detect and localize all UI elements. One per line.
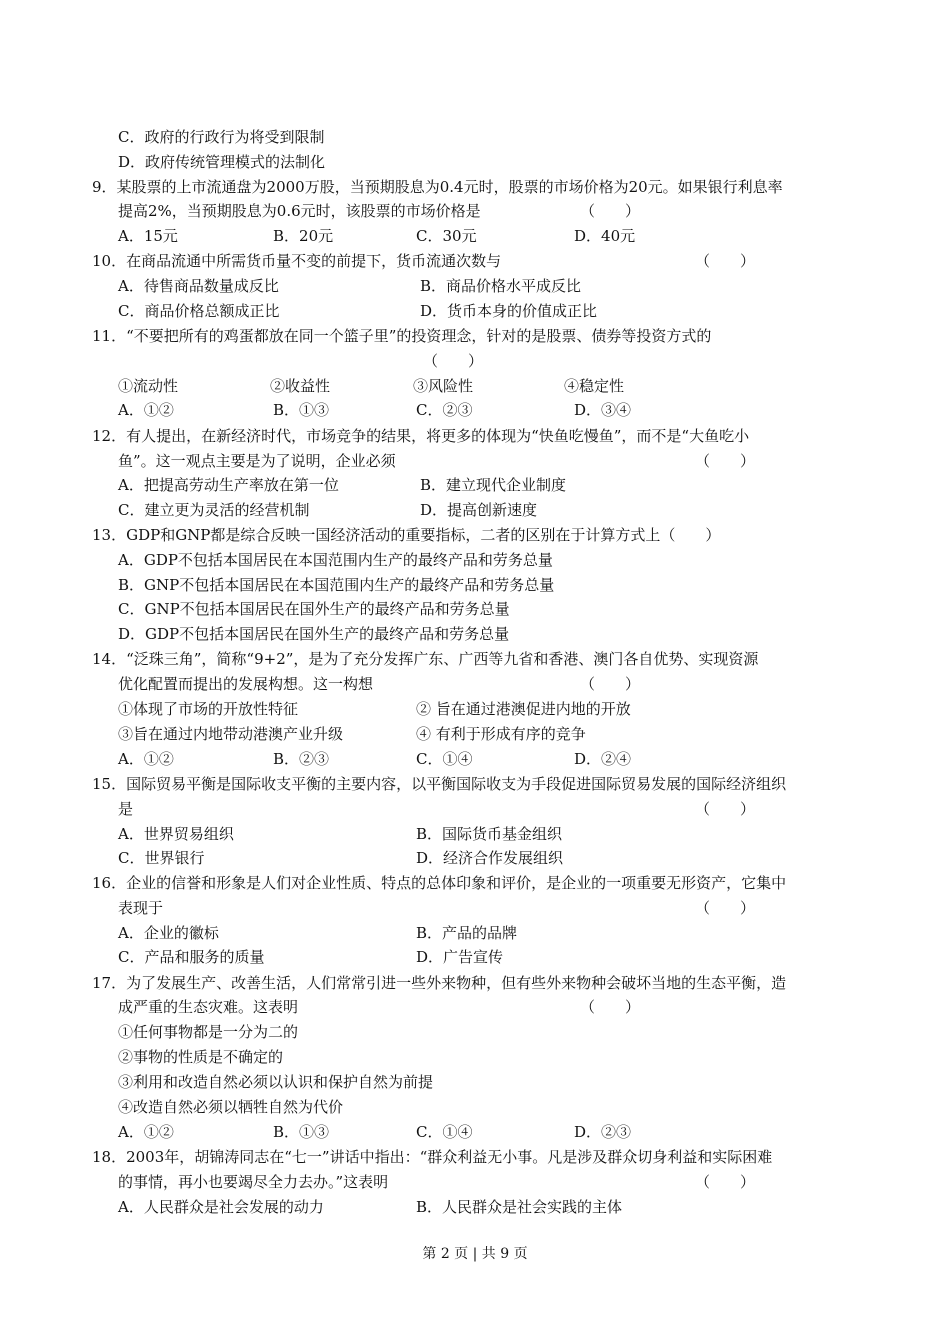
q11-answer-blank: （ ）: [423, 352, 484, 370]
q9-option-b: B．20元: [273, 227, 334, 245]
q9-answer-blank: （ ）: [580, 202, 641, 220]
q15-option-b: B．国际货币基金组织: [416, 825, 563, 843]
q11-stem-line1: 11．“不要把所有的鸡蛋都放在同一个篮子里”的投资理念，针对的是股票、债券等投资方式的: [92, 327, 712, 345]
q14-item-2: ② 旨在通过港澳促进内地的开放: [416, 700, 631, 718]
q17-option-c: C．①④: [416, 1123, 473, 1141]
q16-option-a: A．企业的徽标: [118, 924, 219, 942]
q17-answer-blank: （ ）: [580, 998, 641, 1016]
q11-item-3: ③风险性: [413, 377, 474, 395]
q16-stem-line1: 16．企业的信誉和形象是人们对企业性质、特点的总体印象和评价，是企业的一项重要无形资产，它集中: [92, 874, 787, 892]
q17-item-1: ①任何事物都是一分为二的: [118, 1023, 299, 1041]
q13-stem-line1: 13．GDP和GNP都是综合反映一国经济活动的重要指标，二者的区别在于计算方式上（ ）: [92, 526, 721, 544]
q8-option-d: D．政府传统管理模式的法制化: [118, 153, 326, 171]
q14-option-c: C．①④: [416, 750, 473, 768]
q11-item-1: ①流动性: [118, 377, 179, 395]
q15-option-d: D．经济合作发展组织: [416, 849, 564, 867]
q10-stem-line1: 10．在商品流通中所需货币量不变的前提下，货币流通次数与: [92, 252, 502, 270]
q11-option-d: D．③④: [574, 401, 632, 419]
q18-answer-blank: （ ）: [695, 1173, 756, 1191]
q14-option-a: A．①②: [118, 750, 174, 768]
q17-option-b: B．①③: [273, 1123, 330, 1141]
q9-stem-line2: 提高2%，当预期股息为0.6元时，该股票的市场价格是: [118, 202, 481, 220]
q14-option-d: D．②④: [574, 750, 632, 768]
q16-option-b: B．产品的品牌: [416, 924, 518, 942]
q15-option-a: A．世界贸易组织: [118, 825, 234, 843]
q17-stem-line1: 17．为了发展生产、改善生活，人们常常引进一些外来物种，但有些外来物种会破坏当地的生态平衡，造: [92, 974, 787, 992]
q12-answer-blank: （ ）: [695, 452, 756, 470]
q9-option-d: D．40元: [574, 227, 636, 245]
q11-option-a: A．①②: [118, 401, 174, 419]
q10-option-a: A．待售商品数量成反比: [118, 277, 279, 295]
q14-stem-line1: 14．“泛珠三角”，简称“9+2”，是为了充分发挥广东、广西等九省和香港、澳门各自优势、实现资源: [92, 650, 759, 668]
q14-option-b: B．②③: [273, 750, 330, 768]
q10-option-c: C．商品价格总额成正比: [118, 302, 280, 320]
q14-item-4: ④ 有利于形成有序的竞争: [416, 725, 586, 743]
q18-option-b: B．人民群众是社会实践的主体: [416, 1198, 623, 1216]
q16-stem-line2: 表现于: [118, 899, 164, 917]
q17-item-4: ④改造自然必须以牺牲自然为代价: [118, 1098, 344, 1116]
q18-stem-line1: 18．2003年，胡锦涛同志在“七一”讲话中指出：“群众利益无小事。凡是涉及群众切身利益和实际困难: [92, 1148, 773, 1166]
q14-item-3: ③旨在通过内地带动港澳产业升级: [118, 725, 344, 743]
q11-option-c: C．②③: [416, 401, 473, 419]
q12-option-d: D．提高创新速度: [420, 501, 538, 519]
q17-option-a: A．①②: [118, 1123, 174, 1141]
q13-option-c: C．GNP不包括本国居民在国外生产的最终产品和劳务总量: [118, 600, 510, 618]
q15-answer-blank: （ ）: [695, 800, 756, 818]
q12-stem-line2: 鱼”。这一观点主要是为了说明，企业必须: [118, 452, 396, 470]
q17-stem-line2: 成严重的生态灾难。这表明: [118, 998, 299, 1016]
q17-item-3: ③利用和改造自然必须以认识和保护自然为前提: [118, 1073, 434, 1091]
q18-option-a: A．人民群众是社会发展的动力: [118, 1198, 324, 1216]
q10-option-b: B．商品价格水平成反比: [420, 277, 582, 295]
q12-option-b: B．建立现代企业制度: [420, 476, 567, 494]
q11-item-2: ②收益性: [270, 377, 331, 395]
q17-item-2: ②事物的性质是不确定的: [118, 1048, 284, 1066]
q14-item-1: ①体现了市场的开放性特征: [118, 700, 299, 718]
q12-option-a: A．把提高劳动生产率放在第一位: [118, 476, 339, 494]
q16-option-c: C．产品和服务的质量: [118, 948, 265, 966]
q14-answer-blank: （ ）: [580, 675, 641, 693]
q11-option-b: B．①③: [273, 401, 330, 419]
q8-option-c: C．政府的行政行为将受到限制: [118, 128, 325, 146]
page-number-footer: 第 2 页 | 共 9 页: [422, 1246, 528, 1262]
q12-option-c: C．建立更为灵活的经营机制: [118, 501, 310, 519]
q13-option-a: A．GDP不包括本国居民在本国范围内生产的最终产品和劳务总量: [118, 551, 553, 569]
q12-stem-line1: 12．有人提出，在新经济时代，市场竞争的结果，将更多的体现为“快鱼吃慢鱼”，而不是“大鱼吃小: [92, 427, 750, 445]
q9-stem-line1: 9．某股票的上市流通盘为2000万股，当预期股息为0.4元时，股票的市场价格为20元。如果银行利息率: [92, 178, 783, 196]
q9-option-a: A．15元: [118, 227, 178, 245]
q11-item-4: ④稳定性: [564, 377, 625, 395]
q17-option-d: D．②③: [574, 1123, 632, 1141]
q15-stem-line1: 15．国际贸易平衡是国际收支平衡的主要内容，以平衡国际收支为手段促进国际贸易发展的国际经济组织: [92, 775, 787, 793]
q10-option-d: D．货币本身的价值成正比: [420, 302, 598, 320]
q14-stem-line2: 优化配置而提出的发展构想。这一构想: [118, 675, 374, 693]
q13-option-b: B．GNP不包括本国居民在本国范围内生产的最终产品和劳务总量: [118, 576, 555, 594]
q9-option-c: C．30元: [416, 227, 477, 245]
q10-answer-blank: （ ）: [695, 252, 756, 270]
q18-stem-line2: 的事情，再小也要竭尽全力去办。”这表明: [118, 1173, 389, 1191]
q15-stem-line2: 是: [118, 800, 134, 818]
q13-option-d: D．GDP不包括本国居民在国外生产的最终产品和劳务总量: [118, 625, 510, 643]
q16-answer-blank: （ ）: [695, 899, 756, 917]
q16-option-d: D．广告宣传: [416, 948, 504, 966]
q15-option-c: C．世界银行: [118, 849, 205, 867]
